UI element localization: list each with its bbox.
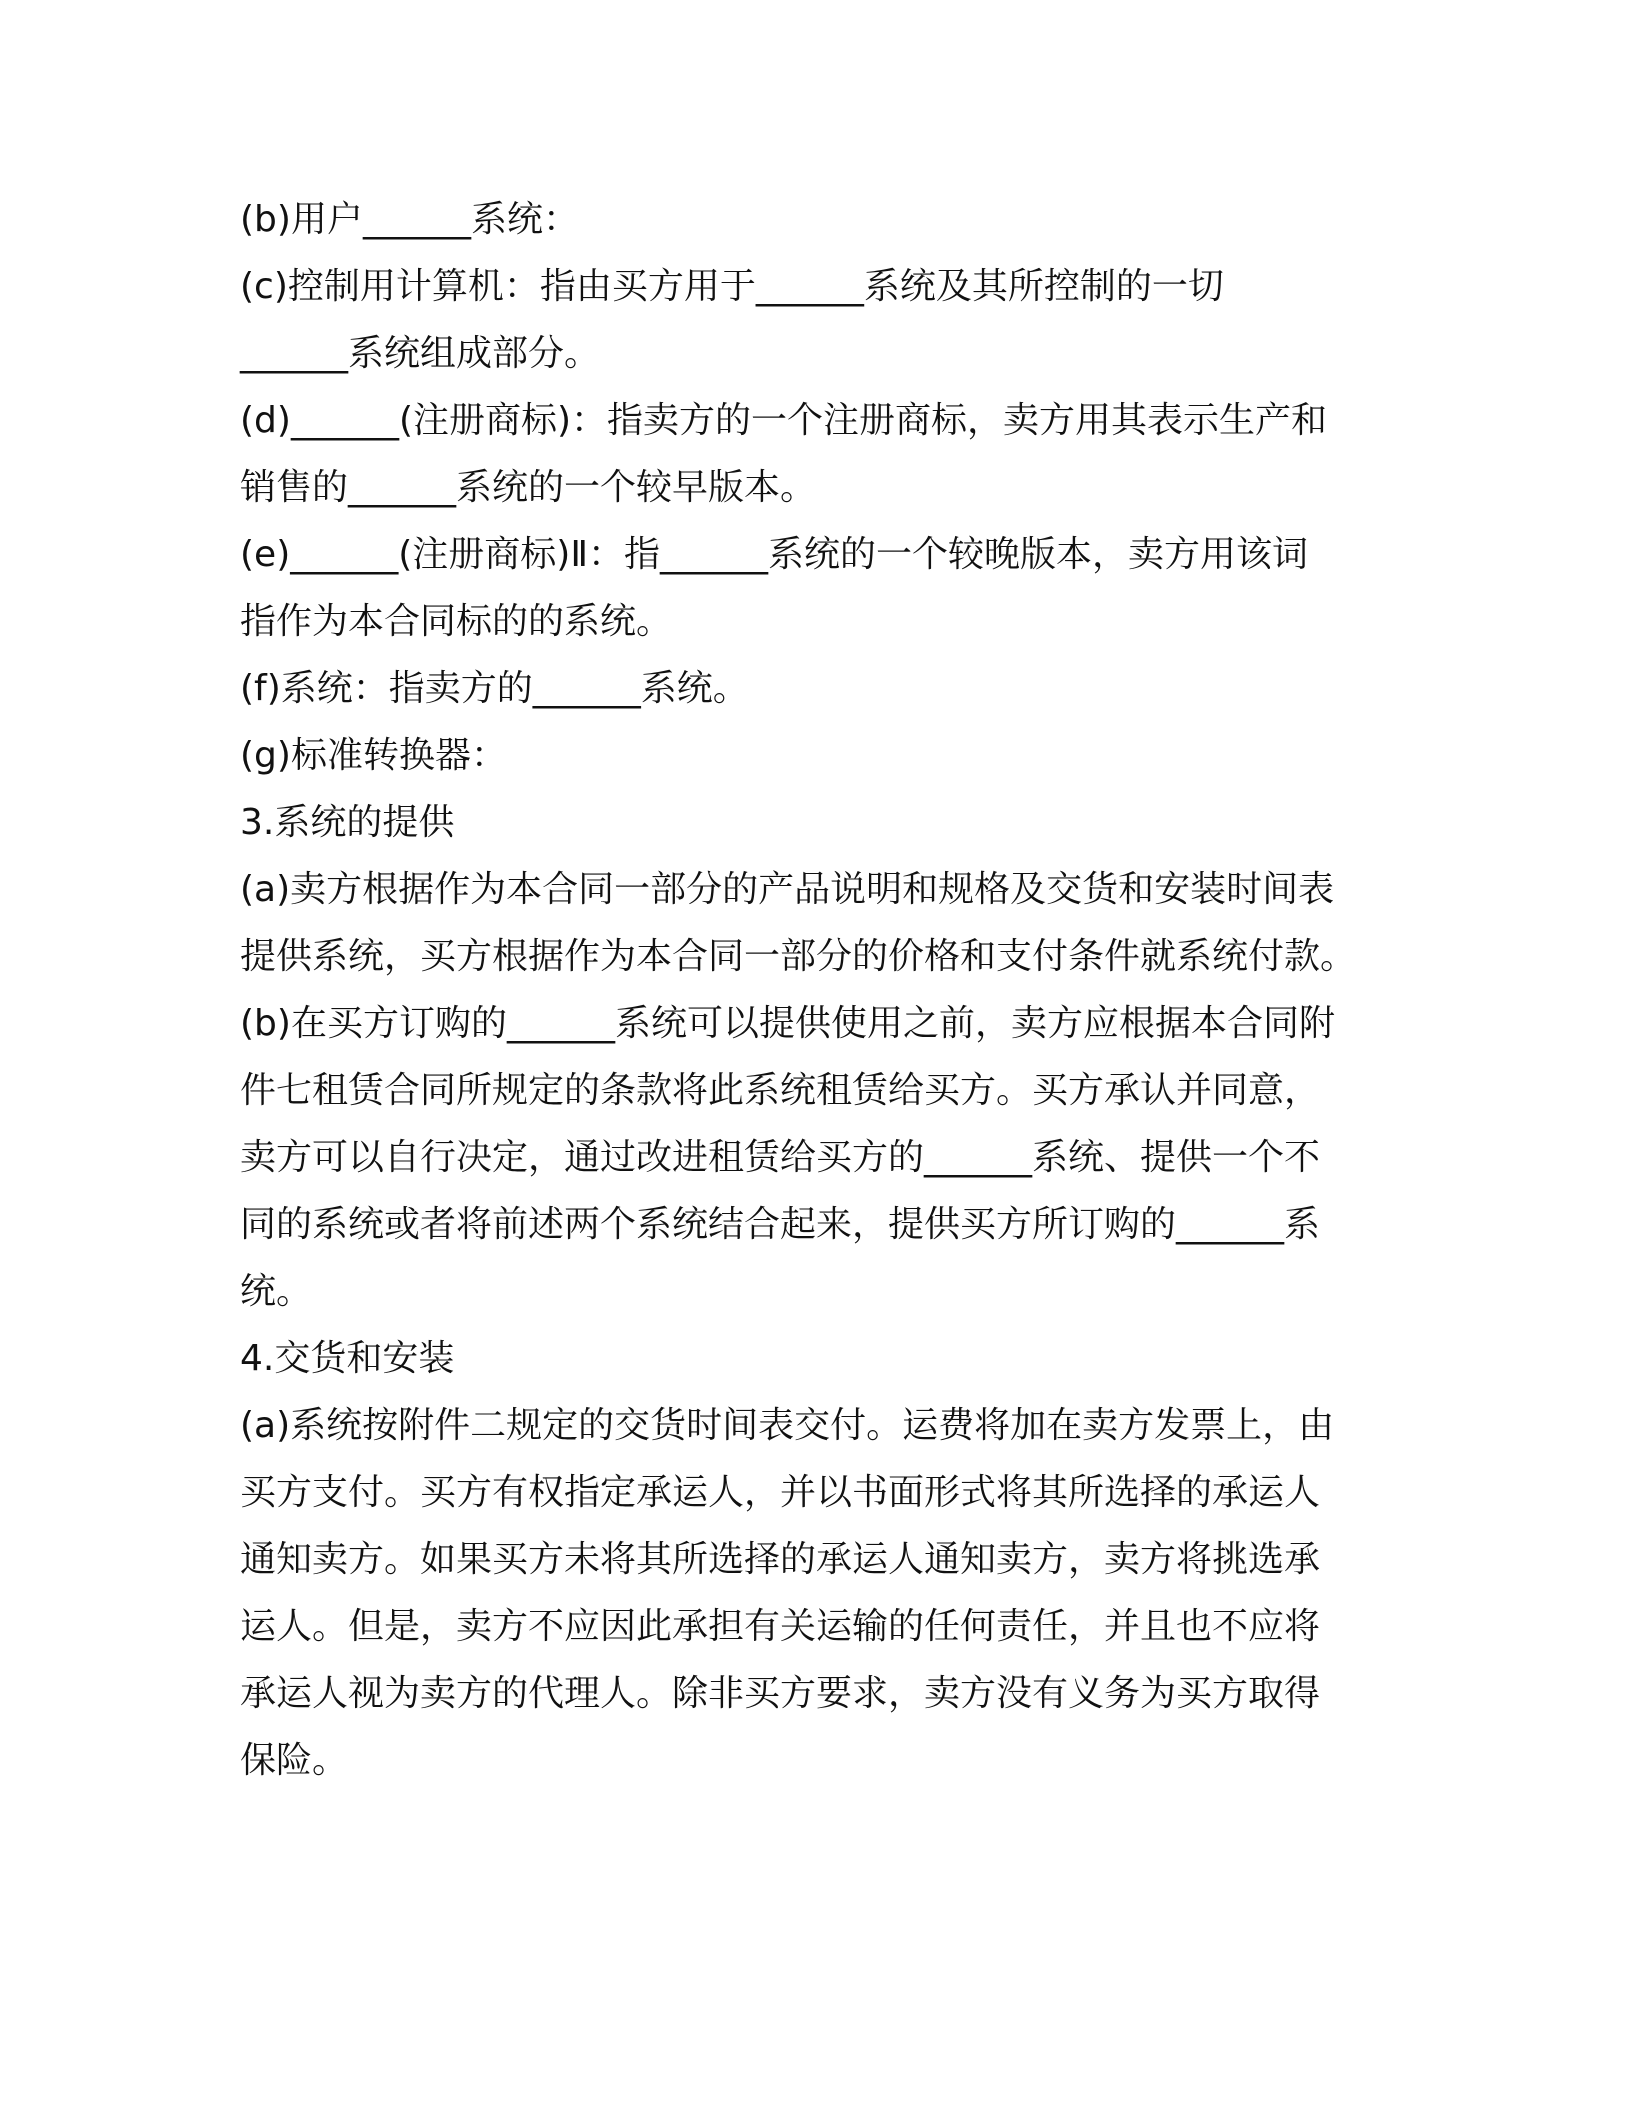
text-line-3b: (b)在买方订购的______系统可以提供使用之前，卖方应根据本合同附: [240, 1003, 1335, 1044]
document-page: [240, 186, 1400, 1794]
text-line-3a-continued: 提供系统，买方根据作为本合同一部分的价格和支付条件就系统付款。: [240, 936, 1357, 977]
text-line-b-user: (b)用户______系统：: [240, 199, 579, 240]
text-line-4a-continued-5: 保险。: [240, 1740, 349, 1781]
section-heading-4: 4.交货和安装: [240, 1338, 455, 1379]
text-line-3b-continued-2: 卖方可以自行决定，通过改进租赁给买方的______系统、提供一个不: [240, 1137, 1321, 1178]
text-line-e-trademark-ii: (e)______(注册商标)Ⅱ：指______系统的一个较晚版本，卖方用该词: [240, 534, 1309, 575]
text-line-f-system: (f)系统：指卖方的______系统。: [240, 668, 749, 709]
text-line-4a-continued-1: 买方支付。买方有权指定承运人，并以书面形式将其所选择的承运人: [240, 1472, 1321, 1513]
text-line-c-continued: ______系统组成部分。: [240, 333, 601, 374]
section-heading-3: 3.系统的提供: [240, 802, 455, 843]
text-line-4a-continued-2: 通知卖方。如果买方未将其所选择的承运人通知卖方，卖方将挑选承: [240, 1539, 1321, 1580]
text-line-c-control-computer: (c)控制用计算机：指由买方用于______系统及其所控制的一切: [240, 266, 1224, 307]
text-line-d-continued: 销售的______系统的一个较早版本。: [240, 467, 817, 508]
text-line-4a-continued-3: 运人。但是，卖方不应因此承担有关运输的任何责任，并且也不应将: [240, 1606, 1321, 1647]
text-line-3b-continued-1: 件七租赁合同所规定的条款将此系统租赁给买方。买方承认并同意，: [240, 1070, 1321, 1111]
text-line-3b-continued-4: 统。: [240, 1271, 313, 1312]
text-line-3b-continued-3: 同的系统或者将前述两个系统结合起来，提供买方所订购的______系: [240, 1204, 1321, 1245]
text-line-g-converter: (g)标准转换器：: [240, 735, 507, 776]
text-line-d-trademark: (d)______(注册商标)：指卖方的一个注册商标，卖方用其表示生产和: [240, 400, 1328, 441]
text-line-4a-continued-4: 承运人视为卖方的代理人。除非买方要求，卖方没有义务为买方取得: [240, 1673, 1321, 1714]
text-line-4a: (a)系统按附件二规定的交货时间表交付。运费将加在卖方发票上，由: [240, 1405, 1335, 1446]
text-line-e-continued: 指作为本合同标的的系统。: [240, 601, 673, 642]
text-line-3a: (a)卖方根据作为本合同一部分的产品说明和规格及交货和安装时间表: [240, 869, 1335, 910]
